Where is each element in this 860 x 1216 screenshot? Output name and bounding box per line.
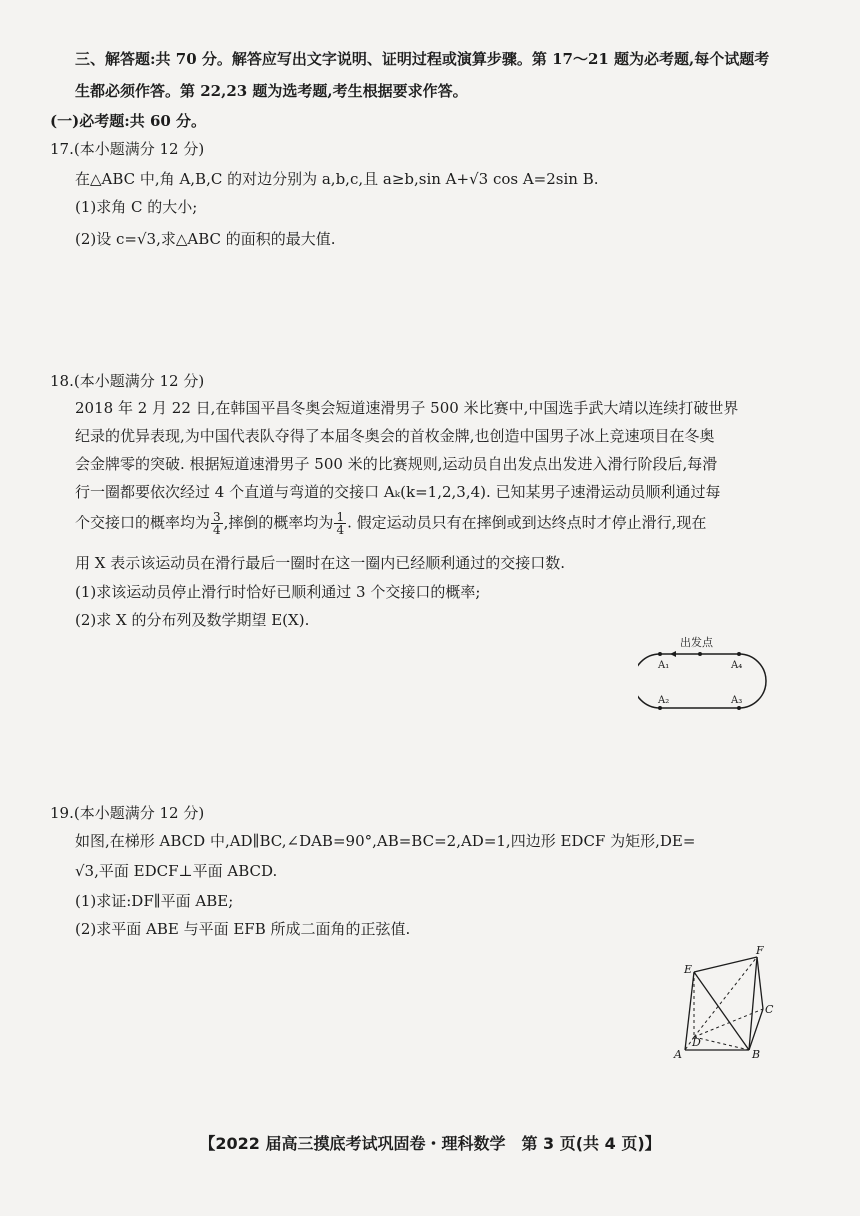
edge-df-hidden (694, 957, 757, 1037)
vertex-a: A (674, 1048, 682, 1061)
q18-line-1: 2018 年 2 月 22 日,在韩国平昌冬奥会短道速滑男子 500 米比赛中,中国选手武大靖以连续打破世界 (75, 399, 739, 417)
edge-eb (694, 972, 749, 1050)
q19-part-2: (2)求平面 ABE 与平面 EFB 所成二面角的正弦值. (75, 920, 411, 938)
edge-fb (749, 957, 757, 1050)
q18-line-2: 纪录的优异表现,为中国代表队夺得了本届冬奥会的首枚金牌,也创造中国男子冰上竞速项目在冬奥 (75, 427, 715, 445)
q19-line-1: 如图,在梯形 ABCD 中,AD∥BC,∠DAB=90°,AB=BC=2,AD=1,四边形 EDCF 为矩形,DE= (75, 832, 696, 850)
edge-fc (757, 957, 763, 1009)
q19-line-2: √3,平面 EDCF⊥平面 ABCD. (75, 862, 278, 880)
track-figure (638, 632, 773, 717)
point-a4 (737, 652, 741, 656)
label-a2: A₂ (658, 695, 670, 706)
vertex-e: E (684, 963, 693, 976)
q18-line-6: 用 X 表示该运动员在滑行最后一圈时在这一圈内已经顺利通过的交接口数. (75, 554, 565, 572)
fig-start-label: 出发点 (680, 636, 713, 649)
q17-part-2: (2)设 c=√3,求△ABC 的面积的最大值. (75, 230, 336, 248)
point-a3 (737, 706, 741, 710)
q18-line-3: 会金牌零的突破. 根据短道速滑男子 500 米的比赛规则,运动员自出发点出发进入滑行阶段后,每滑 (75, 455, 718, 473)
q18-line-5 (75, 511, 800, 536)
q18-part-1: (1)求该运动员停止滑行时恰好已顺利通过 3 个交接口的概率; (75, 583, 481, 601)
fraction-2-numerator: 1 (336, 510, 345, 524)
sub-header: (一)必考题:共 60 分。 (50, 112, 207, 130)
section-header-line-2: 生都必须作答。第 22,23 题为选考题,考生根据要求作答。 (75, 82, 468, 100)
q18-line-4: 行一圈都要依次经过 4 个直道与弯道的交接口 Aₖ(k=1,2,3,4). 已知某男子速滑运动员顺利通过每 (75, 483, 721, 501)
solid-figure (668, 942, 778, 1064)
page-footer: 【2022 届高三摸底考试巩固卷・理科数学 第 3 页(共 4 页)】 (199, 1134, 661, 1153)
vertex-d: D (692, 1036, 701, 1049)
point-a1 (658, 652, 662, 656)
label-a4: A₄ (731, 660, 743, 671)
start-point (698, 652, 702, 656)
q18-part-2: (2)求 X 的分布列及数学期望 E(X). (75, 611, 310, 629)
q18-line-5c: . 假定运动员只有在摔倒或到达终点时才停止滑行,现在 (347, 513, 707, 532)
fraction-1-denominator: 4 (213, 523, 221, 537)
q17-part-1: (1)求角 C 的大小; (75, 198, 198, 216)
fraction-1-numerator: 3 (213, 510, 221, 524)
fraction-2-denominator: 4 (336, 523, 345, 537)
q18-line-5b: ,摔倒的概率均为 (223, 513, 334, 532)
vertex-c: C (765, 1003, 774, 1016)
q17-title: 17.(本小题满分 12 分) (50, 140, 205, 158)
vertex-f: F (756, 944, 764, 957)
q17-stem: 在△ABC 中,角 A,B,C 的对边分别为 a,b,c,且 a≥b,sin A+√3 cos A=2sin B. (75, 170, 599, 188)
label-a1: A₁ (658, 660, 670, 671)
section-header-line-1: 三、解答题:共 70 分。解答应写出文字说明、证明过程或演算步骤。第 17～21 题为必考题,每个试题考 (75, 50, 770, 68)
q19-title: 19.(本小题满分 12 分) (50, 804, 205, 822)
fraction-one-quarter (334, 511, 346, 536)
vertex-b: B (752, 1048, 761, 1061)
q19-part-1: (1)求证:DF∥平面 ABE; (75, 892, 234, 910)
label-a3: A₃ (731, 695, 743, 706)
q18-title: 18.(本小题满分 12 分) (50, 372, 205, 390)
q18-line-5a: 个交接口的概率均为 (75, 513, 211, 532)
point-a2 (658, 706, 662, 710)
fraction-three-quarters (211, 511, 223, 536)
